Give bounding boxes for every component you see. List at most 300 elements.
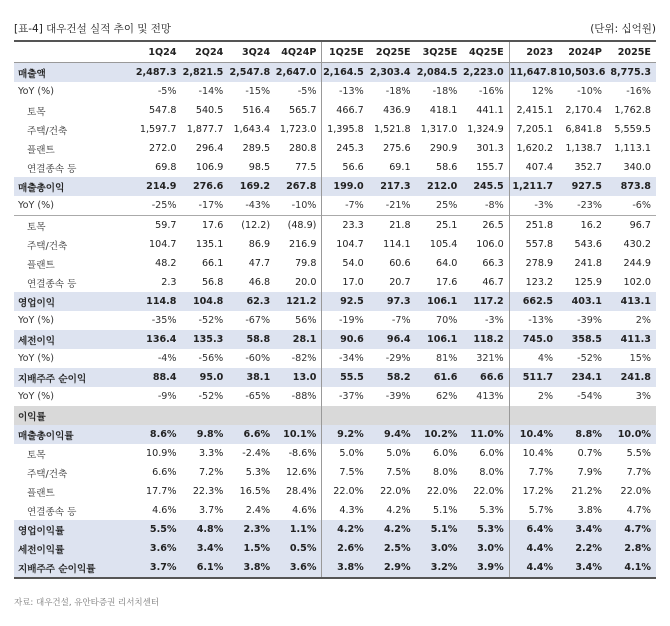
value-cell: 62.3 xyxy=(228,292,275,311)
value-cell: 10.2% xyxy=(416,425,463,444)
value-cell: 88.4 xyxy=(135,368,182,387)
value-cell: 3.4% xyxy=(558,558,607,578)
row-label: 토목 xyxy=(14,216,135,236)
value-cell: 272.0 xyxy=(149,143,177,154)
value-cell: 4.2% xyxy=(386,505,411,516)
value-cell: 1,597.7 xyxy=(139,124,177,135)
value-cell: 301.3 xyxy=(476,143,504,154)
value-cell: 5.0% xyxy=(322,444,369,463)
value-cell: 66.1 xyxy=(201,258,224,269)
value-cell: 2,415.1 xyxy=(509,101,558,120)
value-cell: 267.8 xyxy=(275,177,322,196)
value-cell: 358.5 xyxy=(558,330,607,349)
value-cell: 3.8% xyxy=(228,558,275,578)
value-cell: 234.1 xyxy=(558,368,607,387)
value-cell: 2,223.0 xyxy=(462,63,509,83)
table-row xyxy=(14,273,656,292)
value-cell: 403.1 xyxy=(558,292,607,311)
value-cell: 5.1% xyxy=(416,520,463,539)
table-title-bar xyxy=(14,14,656,36)
row-label: 세전이익률 xyxy=(14,539,135,558)
value-cell: 22.0% xyxy=(380,486,411,497)
table-body xyxy=(14,63,656,579)
value-cell: 5.3% xyxy=(462,520,509,539)
col-header: 1Q24 xyxy=(135,41,182,63)
table-row xyxy=(14,63,656,83)
value-cell: 10.0% xyxy=(607,425,656,444)
value-cell: 20.7 xyxy=(389,277,411,288)
value-cell: 5.7% xyxy=(509,501,558,520)
header-label-cell xyxy=(14,41,135,63)
value-cell: 10.4% xyxy=(509,444,558,463)
value-cell: 70% xyxy=(436,315,458,326)
value-cell: 430.2 xyxy=(623,239,651,250)
value-cell: 11,647.8 xyxy=(509,63,558,83)
value-cell: 135.3 xyxy=(182,330,229,349)
value-cell xyxy=(275,406,322,425)
row-label: 연결종속 등 xyxy=(27,506,77,518)
row-label: 플랜트 xyxy=(27,144,55,156)
value-cell: 212.0 xyxy=(416,177,463,196)
value-cell: 10.9% xyxy=(146,448,177,459)
col-header: 3Q25E xyxy=(416,41,463,63)
value-cell: 20.0 xyxy=(295,277,317,288)
value-cell: 12.6% xyxy=(285,467,317,478)
col-header: 2023 xyxy=(509,41,558,63)
value-cell: -34% xyxy=(322,349,369,368)
row-label: 매출총이익률 xyxy=(14,425,135,444)
value-cell: -8% xyxy=(485,200,504,211)
value-cell: 8.6% xyxy=(135,425,182,444)
value-cell xyxy=(509,406,558,425)
value-cell: -15% xyxy=(245,86,271,97)
value-cell: 9.4% xyxy=(369,425,416,444)
value-cell: 2.5% xyxy=(369,539,416,558)
value-cell: 4.3% xyxy=(322,501,369,520)
value-cell: 3.8% xyxy=(577,505,602,516)
value-cell: 22.0% xyxy=(473,486,504,497)
value-cell: 7.9% xyxy=(577,467,602,478)
value-cell: 97.3 xyxy=(369,292,416,311)
value-cell: 98.5 xyxy=(248,162,271,173)
value-cell: 38.1 xyxy=(228,368,275,387)
row-label: 토목 xyxy=(27,449,46,461)
value-cell: 1,324.9 xyxy=(467,124,504,135)
value-cell: 8,775.3 xyxy=(607,63,656,83)
value-cell: 5,559.5 xyxy=(614,124,651,135)
value-cell: 466.7 xyxy=(322,101,369,120)
value-cell: -82% xyxy=(291,353,317,364)
value-cell xyxy=(369,406,416,425)
value-cell: 340.0 xyxy=(623,162,651,173)
value-cell: -29% xyxy=(385,353,411,364)
value-cell: 117.2 xyxy=(462,292,509,311)
value-cell: 5.5% xyxy=(135,520,182,539)
value-cell: 28.4% xyxy=(285,486,317,497)
value-cell: 2,547.8 xyxy=(228,63,275,83)
value-cell: 436.9 xyxy=(383,105,411,116)
value-cell: -17% xyxy=(198,200,224,211)
value-cell: 114.1 xyxy=(383,239,411,250)
value-cell: -7% xyxy=(322,196,369,216)
value-cell: 17.6 xyxy=(436,277,458,288)
value-cell: 46.7 xyxy=(482,277,504,288)
value-cell: -10% xyxy=(577,86,602,97)
row-label: 주택/건축 xyxy=(27,468,68,480)
value-cell: 10,503.6 xyxy=(558,63,607,83)
row-label: 연결종속 등 xyxy=(27,163,77,175)
value-cell: 873.8 xyxy=(607,177,656,196)
value-cell: 1,138.7 xyxy=(565,143,602,154)
value-cell xyxy=(182,406,229,425)
value-cell: -13% xyxy=(509,311,558,330)
value-cell: 4.4% xyxy=(509,539,558,558)
value-cell: 275.6 xyxy=(383,143,411,154)
value-cell: 59.7 xyxy=(135,216,182,236)
value-cell: 2,647.0 xyxy=(275,63,322,83)
value-cell: 547.8 xyxy=(149,105,177,116)
value-cell: 16.2 xyxy=(558,216,607,236)
value-cell: 22.3% xyxy=(192,486,224,497)
value-cell: 557.8 xyxy=(509,235,558,254)
value-cell: -3% xyxy=(485,315,504,326)
value-cell: 413% xyxy=(476,391,504,402)
value-cell: 7,205.1 xyxy=(509,120,558,139)
value-cell: 7.2% xyxy=(198,467,224,478)
value-cell: 95.0 xyxy=(182,368,229,387)
value-cell: (48.9) xyxy=(275,216,322,236)
value-cell: 4.2% xyxy=(322,520,369,539)
value-cell: -39% xyxy=(577,315,602,326)
value-cell: 62% xyxy=(436,391,458,402)
value-cell: 55.5 xyxy=(322,368,369,387)
value-cell: 4.8% xyxy=(182,520,229,539)
row-label: 세전이익 xyxy=(14,330,135,349)
value-cell: 1,113.1 xyxy=(614,143,651,154)
value-cell: 214.9 xyxy=(135,177,182,196)
value-cell: 3.7% xyxy=(198,505,224,516)
value-cell: 4.4% xyxy=(509,558,558,578)
value-cell: 278.9 xyxy=(509,254,558,273)
value-cell: 26.5 xyxy=(462,216,509,236)
value-cell: 21.8 xyxy=(369,216,416,236)
table-row xyxy=(14,425,656,444)
value-cell: 2,164.5 xyxy=(322,63,369,83)
value-cell: 7.7% xyxy=(626,467,651,478)
value-cell: 4% xyxy=(509,349,558,368)
value-cell: 7.7% xyxy=(509,463,558,482)
row-label: 영업이익 xyxy=(14,292,135,311)
value-cell: 927.5 xyxy=(558,177,607,196)
value-cell: 86.9 xyxy=(248,239,271,250)
value-cell: 102.0 xyxy=(623,277,651,288)
table-row xyxy=(14,368,656,387)
col-header: 4Q24P xyxy=(275,41,322,63)
value-cell: 2% xyxy=(635,315,651,326)
value-cell: 411.3 xyxy=(607,330,656,349)
value-cell: 81% xyxy=(436,353,458,364)
value-cell: 125.9 xyxy=(574,277,602,288)
table-title: [표-4] 대우건설 실적 추이 및 전망 xyxy=(14,23,172,35)
table-row xyxy=(14,292,656,311)
value-cell: 22.0% xyxy=(620,486,651,497)
value-cell: 3.0% xyxy=(462,539,509,558)
value-cell: 6.0% xyxy=(479,448,504,459)
value-cell: 1,723.0 xyxy=(279,124,317,135)
value-cell xyxy=(462,406,509,425)
value-cell xyxy=(416,406,463,425)
value-cell: 114.8 xyxy=(135,292,182,311)
value-cell: 245.3 xyxy=(322,139,369,158)
value-cell: 2.3 xyxy=(161,277,177,288)
value-cell: -56% xyxy=(198,353,224,364)
value-cell: -6% xyxy=(632,200,651,211)
value-cell: 289.5 xyxy=(242,143,271,154)
value-cell: -37% xyxy=(322,387,369,406)
value-cell: 3.8% xyxy=(322,558,369,578)
value-cell: 251.8 xyxy=(509,216,558,236)
value-cell: 662.5 xyxy=(509,292,558,311)
value-cell: 199.0 xyxy=(322,177,369,196)
col-header: 4Q25E xyxy=(462,41,509,63)
value-cell: 2.6% xyxy=(322,539,369,558)
value-cell: 46.8 xyxy=(248,277,271,288)
row-label: 토목 xyxy=(27,106,46,118)
value-cell: 58.2 xyxy=(369,368,416,387)
value-cell: 136.4 xyxy=(135,330,182,349)
header-row xyxy=(14,41,656,63)
earnings-table xyxy=(14,40,656,579)
value-cell: -3% xyxy=(509,196,558,216)
value-cell: 77.5 xyxy=(295,162,317,173)
table-row xyxy=(14,311,656,330)
value-cell: 296.4 xyxy=(195,143,224,154)
value-cell: 58.6 xyxy=(436,162,458,173)
value-cell: 1,395.8 xyxy=(322,120,369,139)
col-header: 2Q25E xyxy=(369,41,416,63)
value-cell: 2.9% xyxy=(369,558,416,578)
value-cell: 2,821.5 xyxy=(182,63,229,83)
table-row xyxy=(14,196,656,216)
table-row xyxy=(14,539,656,558)
value-cell: 321% xyxy=(476,353,504,364)
value-cell: 106.1 xyxy=(416,292,463,311)
value-cell: 3.9% xyxy=(462,558,509,578)
table-row xyxy=(14,216,656,236)
value-cell: 511.7 xyxy=(509,368,558,387)
value-cell xyxy=(228,406,275,425)
value-cell: 352.7 xyxy=(574,162,602,173)
value-cell: 96.7 xyxy=(607,216,656,236)
table-row xyxy=(14,501,656,520)
value-cell: 216.9 xyxy=(288,239,317,250)
value-cell: 7.5% xyxy=(322,463,369,482)
value-cell: 4.1% xyxy=(607,558,656,578)
table-row xyxy=(14,349,656,368)
value-cell: 7.5% xyxy=(386,467,411,478)
value-cell: 4.6% xyxy=(152,505,177,516)
value-cell: 5.5% xyxy=(626,448,651,459)
value-cell: 1,317.0 xyxy=(420,124,458,135)
value-cell: 9.2% xyxy=(322,425,369,444)
value-cell: 47.7 xyxy=(248,258,271,269)
value-cell: 2,303.4 xyxy=(369,63,416,83)
table-row xyxy=(14,101,656,120)
value-cell: 3.4% xyxy=(558,520,607,539)
value-cell: 3.3% xyxy=(198,448,224,459)
value-cell: 3.2% xyxy=(416,558,463,578)
row-label: YoY (%) xyxy=(18,391,54,402)
value-cell: 3.6% xyxy=(275,558,322,578)
value-cell: 1,521.8 xyxy=(373,124,411,135)
value-cell xyxy=(135,406,182,425)
value-cell: 23.3 xyxy=(322,216,369,236)
table-row xyxy=(14,558,656,578)
value-cell: -14% xyxy=(198,86,224,97)
value-cell: 69.8 xyxy=(155,162,177,173)
value-cell: (12.2) xyxy=(228,216,275,236)
value-cell: -5% xyxy=(157,86,177,97)
value-cell: 0.7% xyxy=(577,448,602,459)
value-cell: 16.5% xyxy=(239,486,271,497)
table-row xyxy=(14,158,656,177)
value-cell: 60.6 xyxy=(389,258,411,269)
value-cell: -10% xyxy=(291,200,317,211)
section-header-row xyxy=(14,406,656,425)
value-cell: 25.1 xyxy=(416,216,463,236)
value-cell: 1,643.4 xyxy=(233,124,271,135)
value-cell: 10.1% xyxy=(275,425,322,444)
row-label: YoY (%) xyxy=(18,200,54,211)
value-cell: 4.6% xyxy=(292,505,317,516)
value-cell: 6.1% xyxy=(182,558,229,578)
value-cell: -43% xyxy=(245,200,271,211)
row-label: YoY (%) xyxy=(18,315,54,326)
value-cell: 90.6 xyxy=(322,330,369,349)
value-cell: 441.1 xyxy=(476,105,504,116)
value-cell: 69.1 xyxy=(389,162,411,173)
value-cell: 96.4 xyxy=(369,330,416,349)
value-cell: 2,170.4 xyxy=(565,105,602,116)
value-cell: 169.2 xyxy=(228,177,275,196)
table-row xyxy=(14,482,656,501)
row-label: 지배주주 순이익 xyxy=(14,368,135,387)
value-cell: 4.2% xyxy=(369,520,416,539)
table-row xyxy=(14,254,656,273)
value-cell: 17.7% xyxy=(146,486,177,497)
row-label: 이익률 xyxy=(14,406,135,425)
value-cell: 17.2% xyxy=(509,482,558,501)
value-cell: 66.3 xyxy=(482,258,504,269)
value-cell: -88% xyxy=(291,391,317,402)
source-note: 자료: 대우건설, 유안타증권 리서치센터 xyxy=(14,598,160,608)
value-cell: 104.7 xyxy=(322,235,369,254)
col-header: 1Q25E xyxy=(322,41,369,63)
value-cell: -18% xyxy=(385,86,411,97)
value-cell: -16% xyxy=(478,86,504,97)
value-cell: 745.0 xyxy=(509,330,558,349)
value-cell: 105.4 xyxy=(429,239,458,250)
value-cell: 10.4% xyxy=(509,425,558,444)
value-cell: 418.1 xyxy=(429,105,458,116)
value-cell: 290.9 xyxy=(429,143,458,154)
value-cell: -25% xyxy=(151,200,177,211)
value-cell: 540.5 xyxy=(195,105,224,116)
value-cell: 79.8 xyxy=(295,258,317,269)
value-cell: 1,762.8 xyxy=(614,105,651,116)
value-cell: 1,877.7 xyxy=(186,124,224,135)
value-cell: -35% xyxy=(151,315,177,326)
value-cell: 1.5% xyxy=(228,539,275,558)
value-cell: 413.1 xyxy=(607,292,656,311)
value-cell: 407.4 xyxy=(509,158,558,177)
value-cell: 4.7% xyxy=(626,505,651,516)
value-cell: 5.0% xyxy=(386,448,411,459)
value-cell: 92.5 xyxy=(322,292,369,311)
value-cell: 54.0 xyxy=(322,254,369,273)
table-row xyxy=(14,463,656,482)
value-cell: 2.3% xyxy=(228,520,275,539)
value-cell: -4% xyxy=(157,353,177,364)
value-cell xyxy=(558,406,607,425)
row-label: 매출총이익 xyxy=(14,177,135,196)
value-cell: 123.2 xyxy=(509,273,558,292)
value-cell: 543.6 xyxy=(574,239,602,250)
value-cell: 217.3 xyxy=(369,177,416,196)
value-cell: -16% xyxy=(626,86,651,97)
row-label: 플랜트 xyxy=(27,259,55,271)
value-cell: 6.0% xyxy=(433,448,458,459)
value-cell: 6,841.8 xyxy=(565,124,602,135)
value-cell: 6.4% xyxy=(509,520,558,539)
value-cell: 56% xyxy=(295,315,317,326)
value-cell: 3% xyxy=(635,391,651,402)
value-cell: 2,084.5 xyxy=(416,63,463,83)
value-cell: 48.2 xyxy=(155,258,177,269)
table-row xyxy=(14,330,656,349)
value-cell: 5.3% xyxy=(245,467,271,478)
value-cell: 135.1 xyxy=(195,239,224,250)
value-cell: 8.0% xyxy=(433,467,458,478)
value-cell: 565.7 xyxy=(288,105,317,116)
row-label: 지배주주 순이익률 xyxy=(14,558,135,578)
value-cell: -67% xyxy=(245,315,271,326)
value-cell: 25% xyxy=(436,200,458,211)
value-cell: -2.4% xyxy=(242,448,271,459)
value-cell: 22.0% xyxy=(426,486,458,497)
value-cell: 17.0 xyxy=(322,273,369,292)
row-label: 연결종속 등 xyxy=(27,278,77,290)
value-cell: -23% xyxy=(577,200,602,211)
value-cell: 21.2% xyxy=(571,486,602,497)
value-cell xyxy=(607,406,656,425)
value-cell: -21% xyxy=(385,200,411,211)
table-row xyxy=(14,120,656,139)
value-cell: 56.6 xyxy=(322,158,369,177)
table-row xyxy=(14,387,656,406)
table-row xyxy=(14,177,656,196)
value-cell: 2.2% xyxy=(558,539,607,558)
value-cell: 28.1 xyxy=(275,330,322,349)
value-cell: 241.8 xyxy=(574,258,602,269)
value-cell: 106.1 xyxy=(416,330,463,349)
value-cell: 2% xyxy=(509,387,558,406)
row-label: 주택/건축 xyxy=(27,125,68,137)
value-cell: 56.8 xyxy=(201,277,224,288)
value-cell: -13% xyxy=(322,82,369,101)
value-cell: -52% xyxy=(577,353,602,364)
value-cell: 5.1% xyxy=(433,505,458,516)
